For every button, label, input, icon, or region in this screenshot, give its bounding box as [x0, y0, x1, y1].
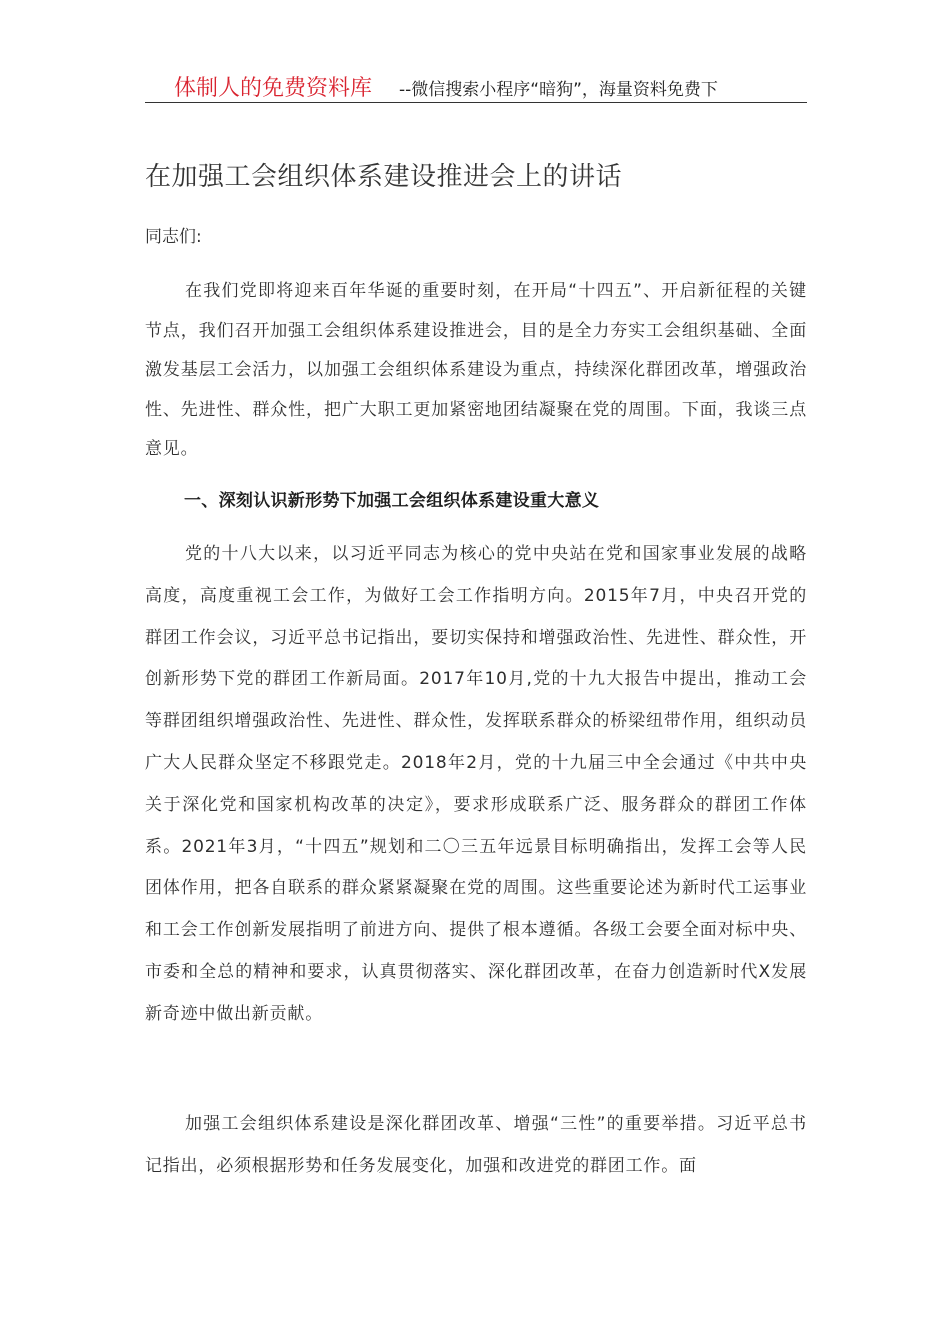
page-header — [145, 68, 807, 103]
paragraph-2: 党的十八大以来，以习近平同志为核心的党中央站在党和国家事业发展的战略高度，高度重视工会工作，为做好工会工作指明方向。2015年7月，中央召开党的群团工作会议，习近平总书记指出，要切实保持和增强政治性、先进性、群众性，开创新形势下党的群团工作新局面。2017年10月,党的十九大报告中提出，推动工会等群团组织增强政治性、先进性、群众性，发挥联系群众的桥梁纽带作用，组织动员广大人民群众坚定不移跟党走。2018年2月，党的十九届三中全会通过《中共中央关于深化党和国家机构改革的决定》，要求形成联系广泛、服务群众的群团工作体系。2021年3月，“十四五”规划和二〇三五年远景目标明确指出，发挥工会等人民团体作用，把各自联系的群众紧紧凝聚在党的周围。这些重要论述为新时代工运事业和工会工作创新发展指明了前进方向、提供了根本遵循。各级工会要全面对标中央、市委和全总的精神和要求，认真贯彻落实、深化群团改革，在奋力创造新时代X发展新奇迹中做出新贡献。 — [145, 544, 807, 1024]
paragraph-1: 在我们党即将迎来百年华诞的重要时刻，在开局“十四五”、开启新征程的关键节点，我们召开加强工会组织体系建设推进会，目的是全力夯实工会组织基础、全面激发基层工会活力，以加强工会组织体系建设为重点，持续深化群团改革，增强政治性、先进性、群众性，把广大职工更加紧密地团结凝聚在党的周围。下面，我谈三点意见。 — [145, 281, 807, 459]
salutation: 同志们: — [145, 227, 202, 247]
header-tagline: --微信搜索小程序“暗狗”，海量资料免费下 — [399, 80, 718, 100]
header-brand: 体制人的免费资料库 — [174, 76, 373, 101]
paragraph-3: 加强工会组织体系建设是深化群团改革、增强“三性”的重要举措。习近平总书记指出，必须根据形势和任务发展变化，加强和改进党的群团工作。面 — [145, 1114, 807, 1176]
section-1-heading: 一、深刻认识新形势下加强工会组织体系建设重大意义 — [184, 491, 600, 511]
document-title: 在加强工会组织体系建设推进会上的讲话 — [145, 162, 623, 192]
